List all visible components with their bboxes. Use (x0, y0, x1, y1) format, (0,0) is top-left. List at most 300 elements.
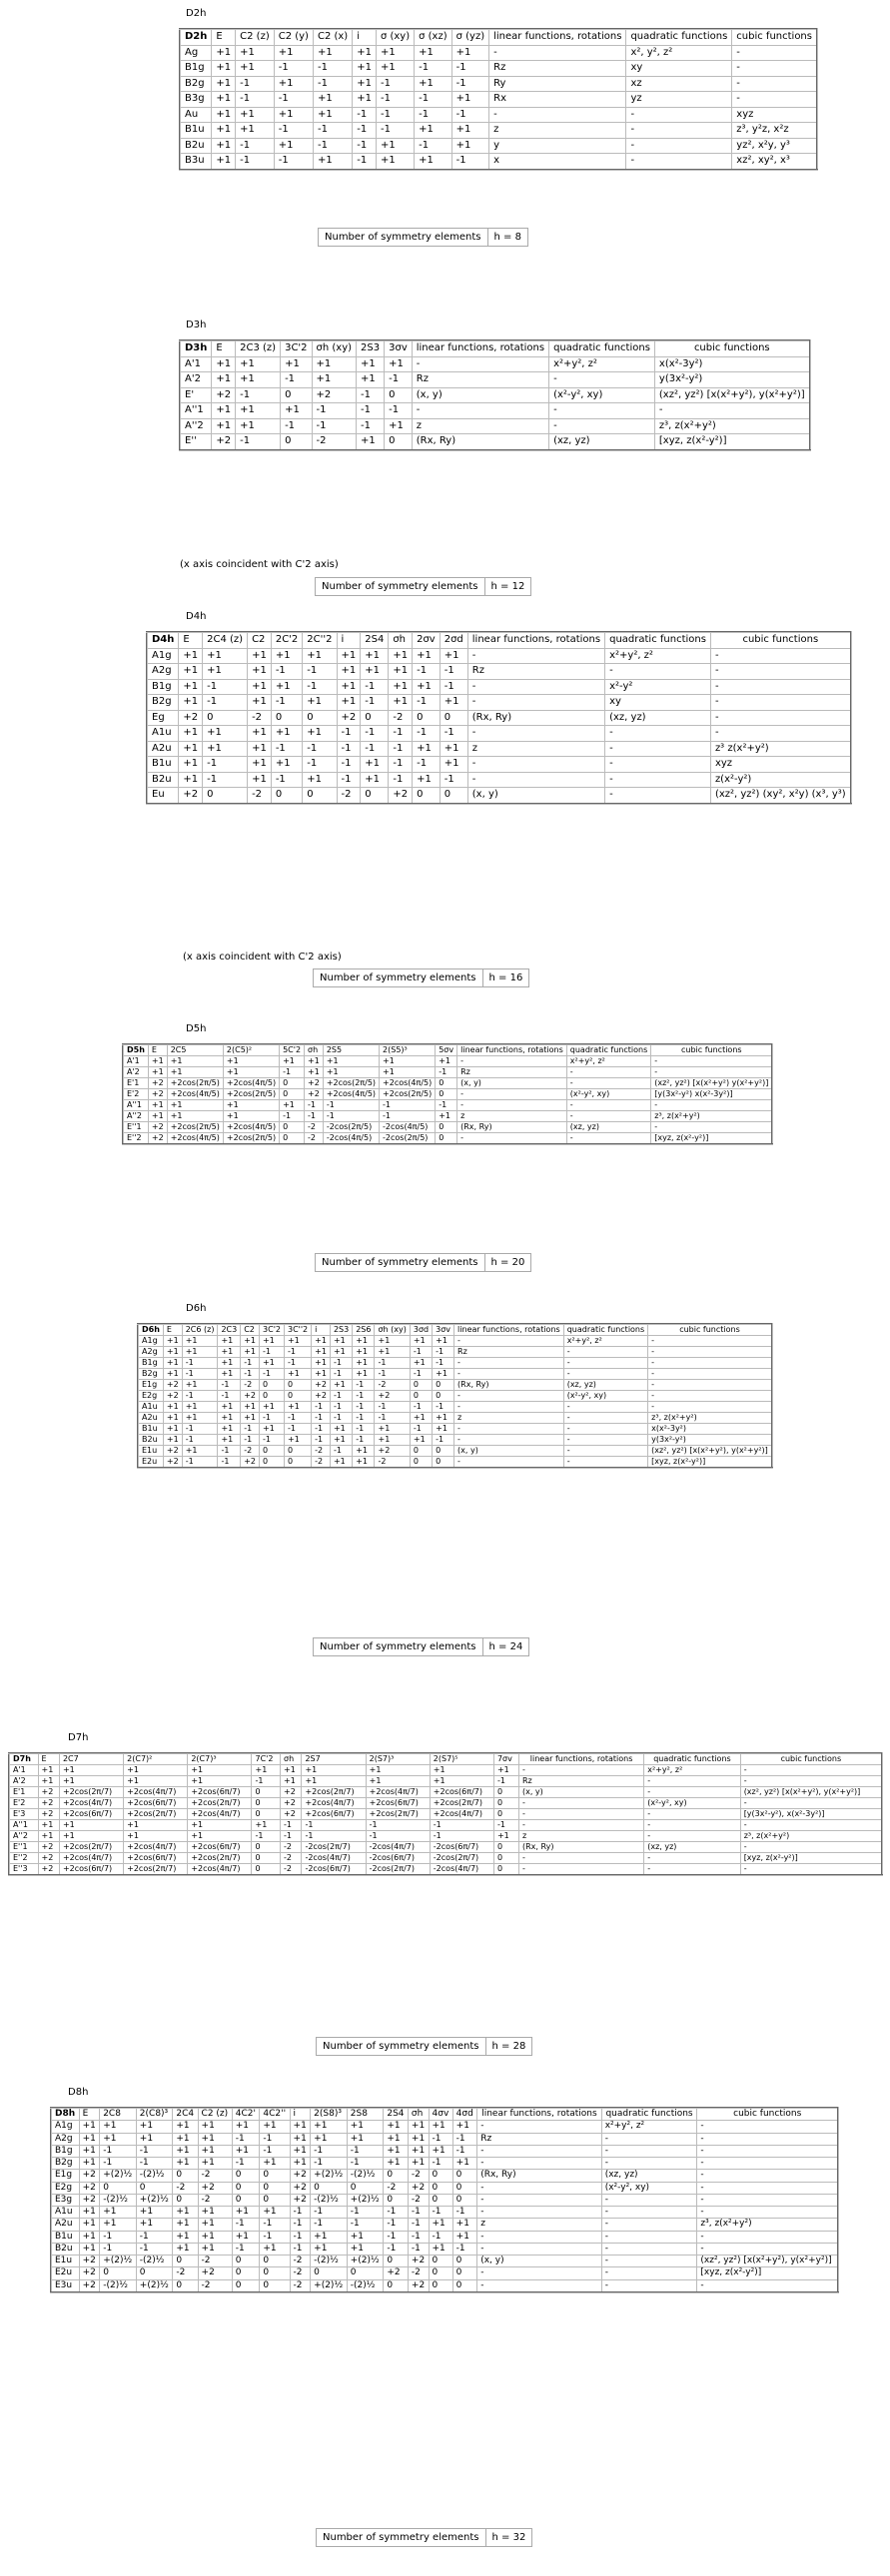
table-cell: +1 (361, 772, 389, 788)
table-cell: +1 (290, 2145, 311, 2157)
table-cell: 0 (440, 710, 467, 726)
table-cell: - (648, 1402, 772, 1413)
table-cell: +1 (182, 1347, 218, 1358)
table-cell: +1 (347, 2133, 384, 2145)
table-cell: +1 (452, 2158, 477, 2170)
table-cell: -1 (366, 1831, 430, 1842)
irrep-label: E2u (138, 1457, 163, 1469)
table-cell: - (710, 695, 850, 711)
table-row (9, 1776, 882, 1787)
table-cell: +2 (148, 1122, 167, 1133)
table-cell: +2cos(6π/7) (188, 1842, 252, 1853)
irrep-label: A'2 (123, 1067, 148, 1078)
table-cell: +2cos(6π/7) (188, 1787, 252, 1798)
column-header: 3C''2 (284, 1324, 311, 1336)
column-header: C2 (z) (198, 2108, 232, 2121)
table-cell: - (566, 1067, 650, 1078)
table-cell: - (710, 664, 850, 680)
d2h-character-table (179, 28, 818, 171)
table-cell: +1 (218, 1413, 241, 1424)
table-cell: +2cos(4π/7) (430, 1809, 493, 1820)
table-cell: +1 (376, 154, 414, 170)
table-cell: -1 (408, 2219, 429, 2231)
table-cell: (xz², yz²) [x(x²+y²), y(x²+y²)] (654, 387, 809, 403)
table-cell: 0 (440, 788, 467, 804)
order-label: Number of symmetry elements (323, 2532, 479, 2543)
table-cell: - (477, 2121, 601, 2133)
table-cell: 0 (280, 1089, 305, 1100)
table-cell: +2cos(6π/7) (59, 1809, 123, 1820)
table-cell: -2cos(4π/7) (302, 1853, 366, 1864)
table-cell: 0 (260, 2255, 290, 2267)
column-header: quadratic functions (549, 340, 655, 356)
table-cell: +1 (198, 2158, 232, 2170)
column-header: cubic functions (654, 340, 809, 356)
table-cell: -1 (385, 372, 413, 388)
table-cell: -1 (413, 664, 441, 680)
order-value: h = 8 (487, 229, 527, 246)
table-cell: - (457, 1089, 567, 1100)
table-row (51, 2194, 838, 2206)
table-cell: - (454, 1457, 564, 1469)
table-cell: -1 (451, 154, 489, 170)
table-cell: +1 (203, 741, 248, 757)
table-cell: -2 (375, 1457, 410, 1469)
table-cell: -1 (232, 2243, 260, 2254)
table-cell: z (457, 1111, 567, 1122)
table-cell: -1 (361, 741, 389, 757)
table-cell: 0 (260, 1457, 285, 1469)
table-row (123, 1078, 772, 1089)
table-cell: -2 (248, 710, 272, 726)
column-header: 2C5 (167, 1044, 223, 1056)
table-cell: +1 (212, 372, 236, 388)
table-cell: +2 (312, 1391, 331, 1402)
column-header: σ (yz) (451, 29, 489, 45)
table-cell: +2cos(2π/7) (59, 1787, 123, 1798)
table-cell: (xz², yz²) [x(x²+y²), y(x²+y²)] (740, 1787, 882, 1798)
table-cell: +2cos(4π/5) (380, 1078, 436, 1089)
d8h-group-label: D8h (68, 2087, 89, 2098)
table-cell: 0 (413, 788, 441, 804)
table-cell: - (644, 1776, 740, 1787)
table-cell: 0 (410, 1446, 432, 1457)
table-cell: - (648, 1336, 772, 1347)
table-cell: (x²-y², xy) (644, 1798, 740, 1809)
d5h-character-table (122, 1043, 773, 1145)
table-cell: -1 (429, 2133, 452, 2145)
table-cell: - (648, 1380, 772, 1391)
table-cell: +1 (173, 2207, 198, 2219)
table-row (180, 45, 817, 61)
table-cell: +1 (260, 1358, 285, 1369)
table-cell: +2 (38, 1798, 59, 1809)
d7h-character-table (8, 1752, 883, 1876)
table-cell: - (697, 2158, 838, 2170)
table-cell: -1 (241, 1424, 260, 1435)
table-cell: - (626, 107, 732, 123)
table-cell: 0 (311, 2182, 348, 2194)
irrep-label: E'2 (9, 1798, 38, 1809)
table-cell: +1 (433, 1336, 454, 1347)
axis-note: (x axis coincident with C'2 axis) (183, 952, 342, 963)
table-row (180, 372, 810, 388)
order-label: Number of symmetry elements (322, 1257, 478, 1268)
irrep-label: A''2 (9, 1831, 38, 1842)
table-cell: +2cos(2π/7) (59, 1842, 123, 1853)
table-cell: - (563, 1413, 647, 1424)
table-cell: +2 (337, 710, 361, 726)
table-cell: +1 (357, 356, 385, 372)
table-cell: -1 (303, 679, 337, 695)
table-cell: +1 (451, 123, 489, 139)
column-header: σ (xy) (376, 29, 414, 45)
table-cell: x(x²-3y²) (648, 1424, 772, 1435)
table-cell: +2 (305, 1078, 324, 1089)
table-cell: -1 (311, 2145, 348, 2157)
column-header: 2C3 (z) (236, 340, 281, 356)
table-cell: -1 (408, 2231, 429, 2243)
table-cell: -2cos(6π/7) (366, 1853, 430, 1864)
table-cell: +1 (429, 2121, 452, 2133)
column-header: E (38, 1753, 59, 1765)
table-cell: +1 (248, 772, 272, 788)
table-cell: 0 (173, 2279, 198, 2292)
table-cell: -1 (303, 741, 337, 757)
table-cell: -1 (415, 92, 452, 108)
table-cell: +1 (312, 1358, 331, 1369)
table-cell: +1 (353, 1358, 375, 1369)
table-cell: +2 (148, 1078, 167, 1089)
table-cell: +1 (167, 1100, 223, 1111)
table-cell: -1 (433, 1402, 454, 1413)
table-cell: +1 (385, 418, 413, 434)
table-cell: +2 (290, 2170, 311, 2182)
table-cell: 0 (452, 2279, 477, 2292)
irrep-label: B2g (51, 2158, 79, 2170)
table-cell: -1 (290, 2219, 311, 2231)
table-cell: -1 (274, 61, 313, 77)
table-cell: +1 (408, 2158, 429, 2170)
table-cell: -2cos(2π/7) (302, 1842, 366, 1853)
table-cell: +2 (281, 1809, 302, 1820)
table-cell: +1 (179, 664, 203, 680)
table-row (180, 356, 810, 372)
column-header: 2σd (440, 632, 467, 648)
table-cell: 0 (173, 2255, 198, 2267)
table-cell: +1 (203, 726, 248, 742)
table-cell: +1 (218, 1336, 241, 1347)
table-row (180, 154, 817, 170)
table-cell: x²+y², z² (605, 648, 711, 664)
table-cell: +1 (376, 138, 414, 154)
table-cell: -1 (347, 2207, 384, 2219)
table-cell: -2 (384, 2182, 409, 2194)
table-cell: -1 (323, 1100, 379, 1111)
table-cell: +1 (408, 2133, 429, 2145)
table-cell: +1 (136, 2207, 173, 2219)
table-cell: xy (626, 61, 732, 77)
table-cell: -1 (330, 1369, 352, 1380)
table-cell: -1 (337, 741, 361, 757)
table-cell: -1 (100, 2231, 137, 2243)
table-cell: 0 (452, 2255, 477, 2267)
table-cell: +1 (312, 356, 357, 372)
table-cell: -1 (384, 2207, 409, 2219)
table-cell: +1 (305, 1056, 324, 1067)
column-header: 7C'2 (252, 1753, 281, 1765)
table-cell: +1 (218, 1358, 241, 1369)
table-cell: +1 (236, 107, 275, 123)
irrep-label: B2u (147, 772, 179, 788)
table-cell: +2cos(6π/7) (59, 1864, 123, 1876)
table-cell: +2cos(2π/5) (223, 1133, 279, 1145)
table-cell: -1 (260, 2219, 290, 2231)
table-cell: +1 (173, 2219, 198, 2231)
table-cell: - (457, 1133, 567, 1145)
table-cell: -1 (451, 61, 489, 77)
table-cell: 0 (410, 1457, 432, 1469)
table-cell: -1 (413, 757, 441, 773)
table-cell: - (648, 1369, 772, 1380)
table-cell: +1 (353, 1457, 375, 1469)
table-cell: -(2)½ (136, 2255, 173, 2267)
table-cell: -1 (100, 2243, 137, 2254)
table-cell: +1 (218, 1402, 241, 1413)
table-cell: +1 (284, 1402, 311, 1413)
table-cell: +1 (380, 1067, 436, 1078)
irrep-label: E'3 (9, 1809, 38, 1820)
table-row (51, 2158, 838, 2170)
table-cell: +1 (436, 1111, 457, 1122)
column-header: 5C'2 (280, 1044, 305, 1056)
irrep-label: E1g (51, 2170, 79, 2182)
table-row (9, 1842, 882, 1853)
irrep-label: B1u (147, 757, 179, 773)
table-cell: - (518, 1765, 643, 1776)
table-cell: +1 (415, 76, 452, 92)
table-cell: +2 (389, 788, 413, 804)
table-cell: +1 (357, 372, 385, 388)
table-cell: -1 (236, 92, 275, 108)
table-cell: +1 (173, 2243, 198, 2254)
table-cell: +1 (330, 1457, 352, 1469)
table-cell: +2cos(4π/7) (366, 1787, 430, 1798)
column-header: 2S3 (357, 340, 385, 356)
table-cell: -1 (375, 1402, 410, 1413)
table-cell: +1 (430, 1776, 493, 1787)
table-cell: +1 (260, 1424, 285, 1435)
table-cell: - (697, 2279, 838, 2292)
table-cell: +2 (408, 2182, 429, 2194)
column-header: cubic functions (740, 1753, 882, 1765)
table-cell: +1 (384, 2121, 409, 2133)
table-cell: -1 (284, 1413, 311, 1424)
table-cell: - (454, 1358, 564, 1369)
table-cell: -1 (136, 2243, 173, 2254)
table-cell: +1 (124, 1776, 188, 1787)
table-cell: 0 (203, 788, 248, 804)
table-cell: [xyz, z(x²-y²)] (697, 2267, 838, 2279)
table-cell: x²+y², z² (549, 356, 655, 372)
table-cell: -1 (413, 726, 441, 742)
table-cell: +1 (38, 1831, 59, 1842)
table-cell: 0 (311, 2267, 348, 2279)
table-cell: +1 (179, 757, 203, 773)
table-cell: +1 (212, 418, 236, 434)
irrep-label: E3g (51, 2194, 79, 2206)
table-cell: +1 (451, 45, 489, 61)
table-cell: - (740, 1864, 882, 1876)
table-cell: +1 (302, 1776, 366, 1787)
table-cell: +1 (337, 695, 361, 711)
table-cell: - (710, 648, 850, 664)
table-cell: -2cos(4π/7) (366, 1842, 430, 1853)
table-cell: -1 (353, 1402, 375, 1413)
table-cell: +1 (79, 2133, 100, 2145)
column-header: linear functions, rotations (412, 340, 548, 356)
table-cell: -1 (182, 1391, 218, 1402)
table-cell: +1 (361, 757, 389, 773)
table-cell: +1 (361, 664, 389, 680)
table-cell: +1 (389, 664, 413, 680)
table-cell: +1 (375, 1424, 410, 1435)
table-row (147, 772, 851, 788)
column-header: 3C'2 (281, 340, 312, 356)
column-header: 2(C8)³ (136, 2108, 173, 2121)
table-cell: +1 (203, 648, 248, 664)
table-row (9, 1864, 882, 1876)
table-cell: - (467, 757, 604, 773)
table-cell: 0 (384, 2194, 409, 2206)
table-cell: +1 (410, 1413, 432, 1424)
table-cell: +1 (212, 61, 236, 77)
table-cell: -2cos(6π/7) (302, 1864, 366, 1876)
table-cell: +1 (433, 1413, 454, 1424)
column-header: E (163, 1324, 182, 1336)
table-cell: +1 (430, 1765, 493, 1776)
d6h-group-label: D6h (186, 1303, 207, 1314)
table-cell: -1 (281, 372, 312, 388)
table-cell: yz², x²y, y³ (732, 138, 817, 154)
table-cell: +1 (182, 1413, 218, 1424)
table-row (51, 2267, 838, 2279)
table-cell: +1 (384, 2133, 409, 2145)
column-header: 2S4 (384, 2108, 409, 2121)
table-cell: +1 (312, 1369, 331, 1380)
irrep-label: A2g (138, 1347, 163, 1358)
table-cell: 0 (433, 1457, 454, 1469)
table-cell: -1 (236, 154, 275, 170)
table-cell: -1 (252, 1831, 281, 1842)
table-cell: -1 (203, 757, 248, 773)
column-header: linear functions, rotations (467, 632, 604, 648)
table-cell: -1 (380, 1100, 436, 1111)
table-cell: -1 (281, 1820, 302, 1831)
table-cell: +1 (232, 2231, 260, 2243)
table-cell: +1 (100, 2133, 137, 2145)
table-cell: -1 (182, 1358, 218, 1369)
column-header: σh (408, 2108, 429, 2121)
table-cell: -1 (361, 679, 389, 695)
table-cell: +1 (366, 1776, 430, 1787)
table-cell: - (566, 1133, 650, 1145)
table-row (9, 1798, 882, 1809)
table-cell: +2 (163, 1446, 182, 1457)
table-header-row (180, 340, 810, 356)
table-cell: +1 (330, 1424, 352, 1435)
irrep-label: A''1 (9, 1820, 38, 1831)
table-cell: +2cos(2π/5) (323, 1078, 379, 1089)
irrep-label: A1g (138, 1336, 163, 1347)
table-cell: Rz (477, 2133, 601, 2145)
table-cell: - (697, 2231, 838, 2243)
table-row (123, 1133, 772, 1145)
table-cell: +1 (182, 1446, 218, 1457)
table-cell: +1 (124, 1831, 188, 1842)
irrep-label: Au (180, 107, 212, 123)
table-cell: 0 (493, 1809, 518, 1820)
table-cell: +1 (173, 2121, 198, 2133)
table-cell: -1 (429, 2231, 452, 2243)
table-header-row (180, 29, 817, 45)
table-cell: +2 (290, 2194, 311, 2206)
table-cell: 0 (436, 1133, 457, 1145)
table-cell: +1 (248, 664, 272, 680)
table-cell: -1 (430, 1820, 493, 1831)
table-cell: +1 (248, 741, 272, 757)
table-cell: +1 (415, 123, 452, 139)
table-cell: +1 (274, 107, 313, 123)
table-cell: -1 (302, 1820, 366, 1831)
table-cell: -2cos(4π/7) (430, 1864, 493, 1876)
table-cell: +1 (353, 76, 377, 92)
table-cell: +1 (198, 2231, 232, 2243)
irrep-label: E1g (138, 1380, 163, 1391)
table-cell: -2 (408, 2170, 429, 2182)
table-cell: -1 (218, 1457, 241, 1469)
irrep-label: B2g (138, 1369, 163, 1380)
column-header: i (290, 2108, 311, 2121)
table-cell: - (644, 1820, 740, 1831)
table-cell: +2cos(2π/5) (380, 1089, 436, 1100)
column-header: cubic functions (651, 1044, 773, 1056)
table-cell: +2 (290, 2182, 311, 2194)
table-cell: +2cos(4π/7) (188, 1864, 252, 1876)
table-cell: +2 (179, 788, 203, 804)
table-cell: -1 (452, 2133, 477, 2145)
table-cell: -1 (408, 2207, 429, 2219)
table-cell: - (477, 2279, 601, 2292)
table-cell: +(2)½ (100, 2170, 137, 2182)
table-cell: +2 (148, 1133, 167, 1145)
table-cell: +2cos(6π/7) (430, 1787, 493, 1798)
table-cell: - (697, 2170, 838, 2182)
table-cell: +2cos(4π/7) (124, 1787, 188, 1798)
table-cell: -1 (303, 664, 337, 680)
irrep-label: E'2 (123, 1089, 148, 1100)
table-cell: 0 (260, 2267, 290, 2279)
table-cell: +1 (311, 2121, 348, 2133)
table-cell: +1 (236, 45, 275, 61)
table-cell: -1 (313, 123, 352, 139)
table-cell: +1 (303, 695, 337, 711)
table-cell: 0 (347, 2182, 384, 2194)
table-cell: +1 (330, 1380, 352, 1391)
table-cell: (x, y) (457, 1078, 567, 1089)
table-cell: 0 (433, 1380, 454, 1391)
table-cell: +1 (290, 2158, 311, 2170)
